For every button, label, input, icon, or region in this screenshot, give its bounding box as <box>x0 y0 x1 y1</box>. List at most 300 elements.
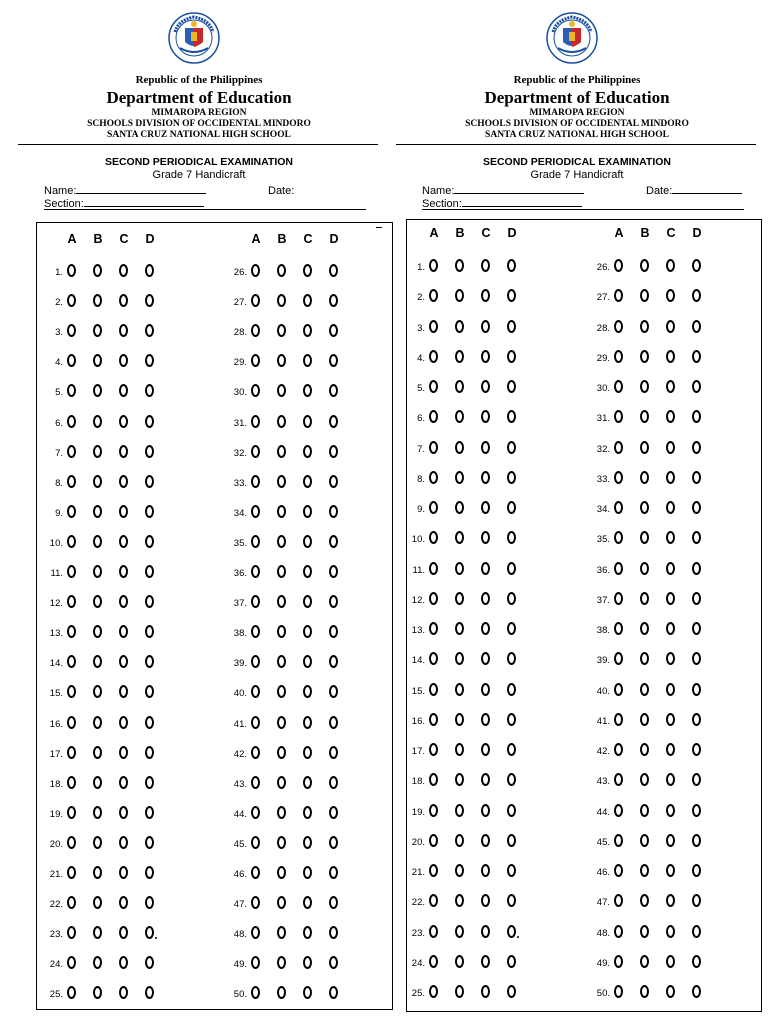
answer-bubble-d[interactable] <box>692 259 701 272</box>
answer-bubble-d[interactable] <box>507 562 516 575</box>
answer-bubble-c[interactable] <box>119 836 128 849</box>
answer-bubble-b[interactable] <box>455 501 464 514</box>
answer-bubble-a[interactable] <box>429 501 438 514</box>
answer-bubble-b[interactable] <box>455 683 464 696</box>
answer-bubble-c[interactable] <box>303 475 312 488</box>
answer-bubble-c[interactable] <box>119 595 128 608</box>
answer-bubble-d[interactable] <box>507 925 516 938</box>
answer-bubble-d[interactable] <box>329 746 338 759</box>
answer-bubble-a[interactable] <box>614 925 623 938</box>
answer-bubble-a[interactable] <box>67 294 76 307</box>
answer-bubble-c[interactable] <box>119 445 128 458</box>
answer-bubble-b[interactable] <box>455 622 464 635</box>
answer-bubble-c[interactable] <box>481 864 490 877</box>
answer-bubble-c[interactable] <box>666 713 675 726</box>
answer-bubble-a[interactable] <box>67 445 76 458</box>
answer-bubble-c[interactable] <box>481 259 490 272</box>
date-field[interactable] <box>268 183 294 197</box>
answer-bubble-d[interactable] <box>692 320 701 333</box>
answer-bubble-d[interactable] <box>145 475 154 488</box>
answer-bubble-a[interactable] <box>429 683 438 696</box>
answer-bubble-c[interactable] <box>481 592 490 605</box>
answer-bubble-b[interactable] <box>277 746 286 759</box>
answer-bubble-c[interactable] <box>481 804 490 817</box>
answer-bubble-d[interactable] <box>507 864 516 877</box>
answer-bubble-a[interactable] <box>67 475 76 488</box>
answer-bubble-c[interactable] <box>303 896 312 909</box>
answer-bubble-c[interactable] <box>666 471 675 484</box>
answer-bubble-b[interactable] <box>640 501 649 514</box>
answer-bubble-d[interactable] <box>507 259 516 272</box>
answer-bubble-c[interactable] <box>666 834 675 847</box>
answer-bubble-a[interactable] <box>251 746 260 759</box>
answer-bubble-c[interactable] <box>303 535 312 548</box>
answer-bubble-d[interactable] <box>692 441 701 454</box>
answer-bubble-b[interactable] <box>455 380 464 393</box>
answer-bubble-a[interactable] <box>614 350 623 363</box>
answer-bubble-a[interactable] <box>614 834 623 847</box>
answer-bubble-a[interactable] <box>429 441 438 454</box>
answer-bubble-a[interactable] <box>429 622 438 635</box>
answer-bubble-b[interactable] <box>93 565 102 578</box>
answer-bubble-d[interactable] <box>692 380 701 393</box>
answer-bubble-a[interactable] <box>429 955 438 968</box>
answer-bubble-a[interactable] <box>614 259 623 272</box>
answer-bubble-d[interactable] <box>507 320 516 333</box>
answer-bubble-a[interactable] <box>251 896 260 909</box>
answer-bubble-a[interactable] <box>429 471 438 484</box>
answer-bubble-a[interactable] <box>614 320 623 333</box>
answer-bubble-b[interactable] <box>640 683 649 696</box>
answer-bubble-a[interactable] <box>614 683 623 696</box>
answer-bubble-a[interactable] <box>614 713 623 726</box>
answer-bubble-a[interactable] <box>429 320 438 333</box>
answer-bubble-c[interactable] <box>666 592 675 605</box>
name-field[interactable] <box>422 183 584 197</box>
answer-bubble-b[interactable] <box>93 505 102 518</box>
answer-bubble-a[interactable] <box>67 776 76 789</box>
answer-bubble-c[interactable] <box>303 445 312 458</box>
name-field[interactable] <box>44 183 206 197</box>
answer-bubble-a[interactable] <box>614 864 623 877</box>
answer-bubble-b[interactable] <box>640 592 649 605</box>
answer-bubble-c[interactable] <box>481 925 490 938</box>
answer-bubble-d[interactable] <box>145 565 154 578</box>
answer-bubble-a[interactable] <box>67 535 76 548</box>
answer-bubble-a[interactable] <box>614 743 623 756</box>
answer-bubble-a[interactable] <box>67 746 76 759</box>
answer-bubble-b[interactable] <box>93 535 102 548</box>
answer-bubble-d[interactable] <box>145 806 154 819</box>
answer-bubble-d[interactable] <box>145 746 154 759</box>
answer-bubble-d[interactable] <box>145 445 154 458</box>
answer-bubble-a[interactable] <box>251 505 260 518</box>
answer-bubble-a[interactable] <box>429 380 438 393</box>
answer-bubble-d[interactable] <box>692 955 701 968</box>
question-number: 18. <box>49 778 63 790</box>
answer-bubble-b[interactable] <box>640 955 649 968</box>
answer-bubble-c[interactable] <box>303 776 312 789</box>
answer-bubble-c[interactable] <box>303 505 312 518</box>
answer-bubble-a[interactable] <box>251 415 260 428</box>
answer-bubble-a[interactable] <box>429 864 438 877</box>
answer-bubble-b[interactable] <box>455 743 464 756</box>
answer-bubble-c[interactable] <box>303 716 312 729</box>
answer-bubble-d[interactable] <box>507 501 516 514</box>
answer-bubble-d[interactable] <box>329 776 338 789</box>
answer-bubble-d[interactable] <box>692 743 701 756</box>
answer-bubble-a[interactable] <box>429 259 438 272</box>
answer-bubble-c[interactable] <box>666 743 675 756</box>
answer-bubble-b[interactable] <box>640 864 649 877</box>
answer-bubble-b[interactable] <box>640 380 649 393</box>
answer-bubble-b[interactable] <box>640 350 649 363</box>
date-field[interactable] <box>646 183 742 197</box>
question-number: 47. <box>596 897 610 909</box>
answer-bubble-b[interactable] <box>277 264 286 277</box>
answer-bubble-a[interactable] <box>429 985 438 998</box>
answer-bubble-d[interactable] <box>692 562 701 575</box>
answer-bubble-c[interactable] <box>481 683 490 696</box>
answer-bubble-b[interactable] <box>455 259 464 272</box>
answer-bubble-b[interactable] <box>93 866 102 879</box>
answer-bubble-a[interactable] <box>67 806 76 819</box>
answer-bubble-c[interactable] <box>119 716 128 729</box>
section-field[interactable] <box>44 196 204 210</box>
answer-bubble-d[interactable] <box>329 264 338 277</box>
answer-bubble-a[interactable] <box>251 716 260 729</box>
answer-bubble-d[interactable] <box>329 565 338 578</box>
answer-bubble-b[interactable] <box>277 535 286 548</box>
answer-bubble-b[interactable] <box>93 294 102 307</box>
answer-bubble-d[interactable] <box>507 713 516 726</box>
answer-bubble-c[interactable] <box>119 475 128 488</box>
answer-bubble-b[interactable] <box>277 595 286 608</box>
answer-bubble-b[interactable] <box>455 562 464 575</box>
answer-bubble-a[interactable] <box>614 380 623 393</box>
answer-bubble-a[interactable] <box>429 925 438 938</box>
answer-bubble-d[interactable] <box>692 985 701 998</box>
answer-bubble-d[interactable] <box>145 294 154 307</box>
answer-bubble-c[interactable] <box>481 743 490 756</box>
answer-bubble-d[interactable] <box>329 866 338 879</box>
answer-bubble-c[interactable] <box>666 501 675 514</box>
answer-bubble-d[interactable] <box>692 925 701 938</box>
answer-bubble-b[interactable] <box>455 925 464 938</box>
section-field[interactable] <box>422 196 582 210</box>
answer-bubble-c[interactable] <box>481 380 490 393</box>
answer-bubble-b[interactable] <box>640 562 649 575</box>
answer-bubble-d[interactable] <box>507 955 516 968</box>
answer-bubble-a[interactable] <box>67 565 76 578</box>
answer-bubble-b[interactable] <box>93 595 102 608</box>
section-line[interactable] <box>84 196 204 207</box>
answer-bubble-c[interactable] <box>666 683 675 696</box>
answer-bubble-d[interactable] <box>329 505 338 518</box>
answer-bubble-c[interactable] <box>119 806 128 819</box>
answer-bubble-b[interactable] <box>640 320 649 333</box>
name-line[interactable] <box>76 183 206 194</box>
answer-bubble-d[interactable] <box>507 350 516 363</box>
answer-bubble-d[interactable] <box>145 595 154 608</box>
answer-bubble-b[interactable] <box>277 896 286 909</box>
answer-bubble-c[interactable] <box>666 441 675 454</box>
answer-bubble-d[interactable] <box>329 475 338 488</box>
answer-bubble-a[interactable] <box>251 445 260 458</box>
answer-bubble-b[interactable] <box>93 415 102 428</box>
answer-bubble-b[interactable] <box>277 505 286 518</box>
answer-bubble-c[interactable] <box>481 471 490 484</box>
answer-bubble-b[interactable] <box>93 475 102 488</box>
answer-bubble-d[interactable] <box>507 622 516 635</box>
answer-bubble-c[interactable] <box>481 713 490 726</box>
answer-bubble-d[interactable] <box>507 592 516 605</box>
answer-bubble-d[interactable] <box>692 683 701 696</box>
answer-bubble-d[interactable] <box>329 535 338 548</box>
answer-bubble-b[interactable] <box>455 864 464 877</box>
answer-bubble-d[interactable] <box>145 776 154 789</box>
answer-bubble-a[interactable] <box>614 501 623 514</box>
answer-bubble-c[interactable] <box>119 776 128 789</box>
answer-bubble-d[interactable] <box>507 834 516 847</box>
answer-bubble-d[interactable] <box>145 264 154 277</box>
answer-bubble-a[interactable] <box>614 441 623 454</box>
answer-bubble-d[interactable] <box>329 415 338 428</box>
answer-bubble-c[interactable] <box>303 806 312 819</box>
answer-bubble-c[interactable] <box>666 985 675 998</box>
answer-bubble-a[interactable] <box>429 713 438 726</box>
answer-bubble-d[interactable] <box>692 592 701 605</box>
name-label: Name: <box>422 185 455 197</box>
answer-bubble-c[interactable] <box>481 562 490 575</box>
answer-bubble-c[interactable] <box>303 264 312 277</box>
answer-bubble-c[interactable] <box>666 925 675 938</box>
answer-bubble-c[interactable] <box>119 565 128 578</box>
answer-bubble-b[interactable] <box>93 445 102 458</box>
question-number: 33. <box>596 473 610 485</box>
answer-bubble-a[interactable] <box>67 716 76 729</box>
answer-bubble-c[interactable] <box>481 834 490 847</box>
answer-bubble-d[interactable] <box>145 716 154 729</box>
answer-bubble-b[interactable] <box>93 776 102 789</box>
answer-bubble-c[interactable] <box>119 896 128 909</box>
answer-bubble-a[interactable] <box>614 804 623 817</box>
answer-bubble-a[interactable] <box>614 562 623 575</box>
region-heading: MIMAROPA REGION <box>529 108 625 118</box>
answer-bubble-a[interactable] <box>67 595 76 608</box>
answer-bubble-d[interactable] <box>145 866 154 879</box>
answer-bubble-d[interactable] <box>692 834 701 847</box>
answer-bubble-a[interactable] <box>67 415 76 428</box>
answer-bubble-d[interactable] <box>145 505 154 518</box>
answer-bubble-b[interactable] <box>277 565 286 578</box>
answer-bubble-a[interactable] <box>251 565 260 578</box>
question-number: 24. <box>49 959 63 971</box>
answer-bubble-a[interactable] <box>251 475 260 488</box>
answer-bubble-b[interactable] <box>93 836 102 849</box>
answer-bubble-b[interactable] <box>640 985 649 998</box>
answer-bubble-c[interactable] <box>303 866 312 879</box>
answer-bubble-a[interactable] <box>251 595 260 608</box>
answer-bubble-b[interactable] <box>640 471 649 484</box>
answer-bubble-d[interactable] <box>329 806 338 819</box>
answer-bubble-c[interactable] <box>481 320 490 333</box>
answer-bubble-b[interactable] <box>640 259 649 272</box>
answer-bubble-c[interactable] <box>119 415 128 428</box>
answer-bubble-d[interactable] <box>329 294 338 307</box>
answer-bubble-b[interactable] <box>93 716 102 729</box>
answer-bubble-a[interactable] <box>429 350 438 363</box>
answer-bubble-d[interactable] <box>507 743 516 756</box>
answer-bubble-b[interactable] <box>455 713 464 726</box>
answer-bubble-b[interactable] <box>455 955 464 968</box>
answer-bubble-b[interactable] <box>640 441 649 454</box>
answer-bubble-d[interactable] <box>145 896 154 909</box>
date-line[interactable] <box>672 183 742 194</box>
answer-bubble-b[interactable] <box>640 622 649 635</box>
answer-bubble-c[interactable] <box>666 804 675 817</box>
answer-bubble-d[interactable] <box>145 836 154 849</box>
question-number: 32. <box>233 447 247 459</box>
answer-bubble-b[interactable] <box>277 716 286 729</box>
answer-bubble-d[interactable] <box>507 380 516 393</box>
name-line[interactable] <box>454 183 584 194</box>
header-divider <box>18 144 378 145</box>
answer-bubble-c[interactable] <box>481 985 490 998</box>
answer-bubble-a[interactable] <box>251 264 260 277</box>
answer-bubble-a[interactable] <box>429 562 438 575</box>
answer-bubble-b[interactable] <box>455 471 464 484</box>
answer-bubble-b[interactable] <box>93 806 102 819</box>
answer-bubble-d[interactable] <box>507 471 516 484</box>
answer-bubble-c[interactable] <box>119 264 128 277</box>
section-line[interactable] <box>462 196 582 207</box>
answer-bubble-b[interactable] <box>640 925 649 938</box>
answer-bubble-d[interactable] <box>145 535 154 548</box>
answer-bubble-b[interactable] <box>93 746 102 759</box>
answer-bubble-c[interactable] <box>303 294 312 307</box>
answer-bubble-b[interactable] <box>277 415 286 428</box>
answer-bubble-d[interactable] <box>692 713 701 726</box>
answer-bubble-d[interactable] <box>329 716 338 729</box>
answer-bubble-d[interactable] <box>692 471 701 484</box>
answer-bubble-a[interactable] <box>67 836 76 849</box>
answer-bubble-a[interactable] <box>251 535 260 548</box>
answer-bubble-d[interactable] <box>507 985 516 998</box>
answer-bubble-c[interactable] <box>666 622 675 635</box>
answer-bubble-d[interactable] <box>692 350 701 363</box>
answer-bubble-c[interactable] <box>119 535 128 548</box>
answer-bubble-b[interactable] <box>640 834 649 847</box>
answer-bubble-b[interactable] <box>455 350 464 363</box>
answer-bubble-a[interactable] <box>614 622 623 635</box>
answer-bubble-d[interactable] <box>145 415 154 428</box>
answer-bubble-d[interactable] <box>329 896 338 909</box>
answer-bubble-a[interactable] <box>429 743 438 756</box>
answer-bubble-c[interactable] <box>119 505 128 518</box>
answer-bubble-c[interactable] <box>666 955 675 968</box>
answer-bubble-b[interactable] <box>640 804 649 817</box>
answer-bubble-b[interactable] <box>455 441 464 454</box>
answer-bubble-b[interactable] <box>277 806 286 819</box>
answer-bubble-a[interactable] <box>67 896 76 909</box>
answer-bubble-c[interactable] <box>303 565 312 578</box>
answer-bubble-c[interactable] <box>666 320 675 333</box>
answer-bubble-a[interactable] <box>429 804 438 817</box>
answer-bubble-a[interactable] <box>429 592 438 605</box>
answer-bubble-c[interactable] <box>119 866 128 879</box>
answer-bubble-a[interactable] <box>614 592 623 605</box>
answer-bubble-b[interactable] <box>455 985 464 998</box>
answer-bubble-c[interactable] <box>666 380 675 393</box>
answer-bubble-b[interactable] <box>455 834 464 847</box>
answer-bubble-b[interactable] <box>277 776 286 789</box>
answer-bubble-c[interactable] <box>481 350 490 363</box>
answer-bubble-a[interactable] <box>429 834 438 847</box>
answer-bubble-c[interactable] <box>303 595 312 608</box>
answer-bubble-b[interactable] <box>277 445 286 458</box>
answer-bubble-a[interactable] <box>251 866 260 879</box>
answer-bubble-d[interactable] <box>692 501 701 514</box>
answer-bubble-c[interactable] <box>303 836 312 849</box>
answer-bubble-b[interactable] <box>640 743 649 756</box>
answer-bubble-d[interactable] <box>329 836 338 849</box>
answer-bubble-b[interactable] <box>277 836 286 849</box>
answer-bubble-a[interactable] <box>614 985 623 998</box>
answer-bubble-c[interactable] <box>666 864 675 877</box>
answer-bubble-a[interactable] <box>614 471 623 484</box>
answer-bubble-a[interactable] <box>67 505 76 518</box>
answer-bubble-d[interactable] <box>507 683 516 696</box>
answer-bubble-d[interactable] <box>507 441 516 454</box>
answer-bubble-a[interactable] <box>251 294 260 307</box>
answer-bubble-a[interactable] <box>251 836 260 849</box>
answer-bubble-d[interactable] <box>507 804 516 817</box>
answer-bubble-c[interactable] <box>303 746 312 759</box>
answer-bubble-b[interactable] <box>455 804 464 817</box>
answer-bubble-c[interactable] <box>481 622 490 635</box>
answer-bubble-b[interactable] <box>93 264 102 277</box>
answer-bubble-b[interactable] <box>277 866 286 879</box>
answer-bubble-b[interactable] <box>455 592 464 605</box>
answer-bubble-c[interactable] <box>119 294 128 307</box>
answer-bubble-c[interactable] <box>481 441 490 454</box>
question-number: 5. <box>417 383 425 394</box>
answer-bubble-b[interactable] <box>93 896 102 909</box>
answer-bubble-d[interactable] <box>692 804 701 817</box>
answer-bubble-d[interactable] <box>329 595 338 608</box>
answer-bubble-b[interactable] <box>455 320 464 333</box>
answer-bubble-c[interactable] <box>666 562 675 575</box>
answer-bubble-c[interactable] <box>481 501 490 514</box>
answer-bubble-a[interactable] <box>251 806 260 819</box>
answer-bubble-c[interactable] <box>303 415 312 428</box>
answer-bubble-a[interactable] <box>251 776 260 789</box>
answer-bubble-d[interactable] <box>329 445 338 458</box>
answer-bubble-a[interactable] <box>67 866 76 879</box>
answer-bubble-c[interactable] <box>666 259 675 272</box>
answer-bubble-a[interactable] <box>67 264 76 277</box>
answer-bubble-d[interactable] <box>692 864 701 877</box>
answer-bubble-a[interactable] <box>614 955 623 968</box>
answer-bubble-b[interactable] <box>277 475 286 488</box>
answer-bubble-c[interactable] <box>481 955 490 968</box>
answer-bubble-c[interactable] <box>666 350 675 363</box>
answer-bubble-b[interactable] <box>640 713 649 726</box>
answer-bubble-b[interactable] <box>277 294 286 307</box>
answer-bubble-c[interactable] <box>119 746 128 759</box>
answer-bubble-d[interactable] <box>692 622 701 635</box>
